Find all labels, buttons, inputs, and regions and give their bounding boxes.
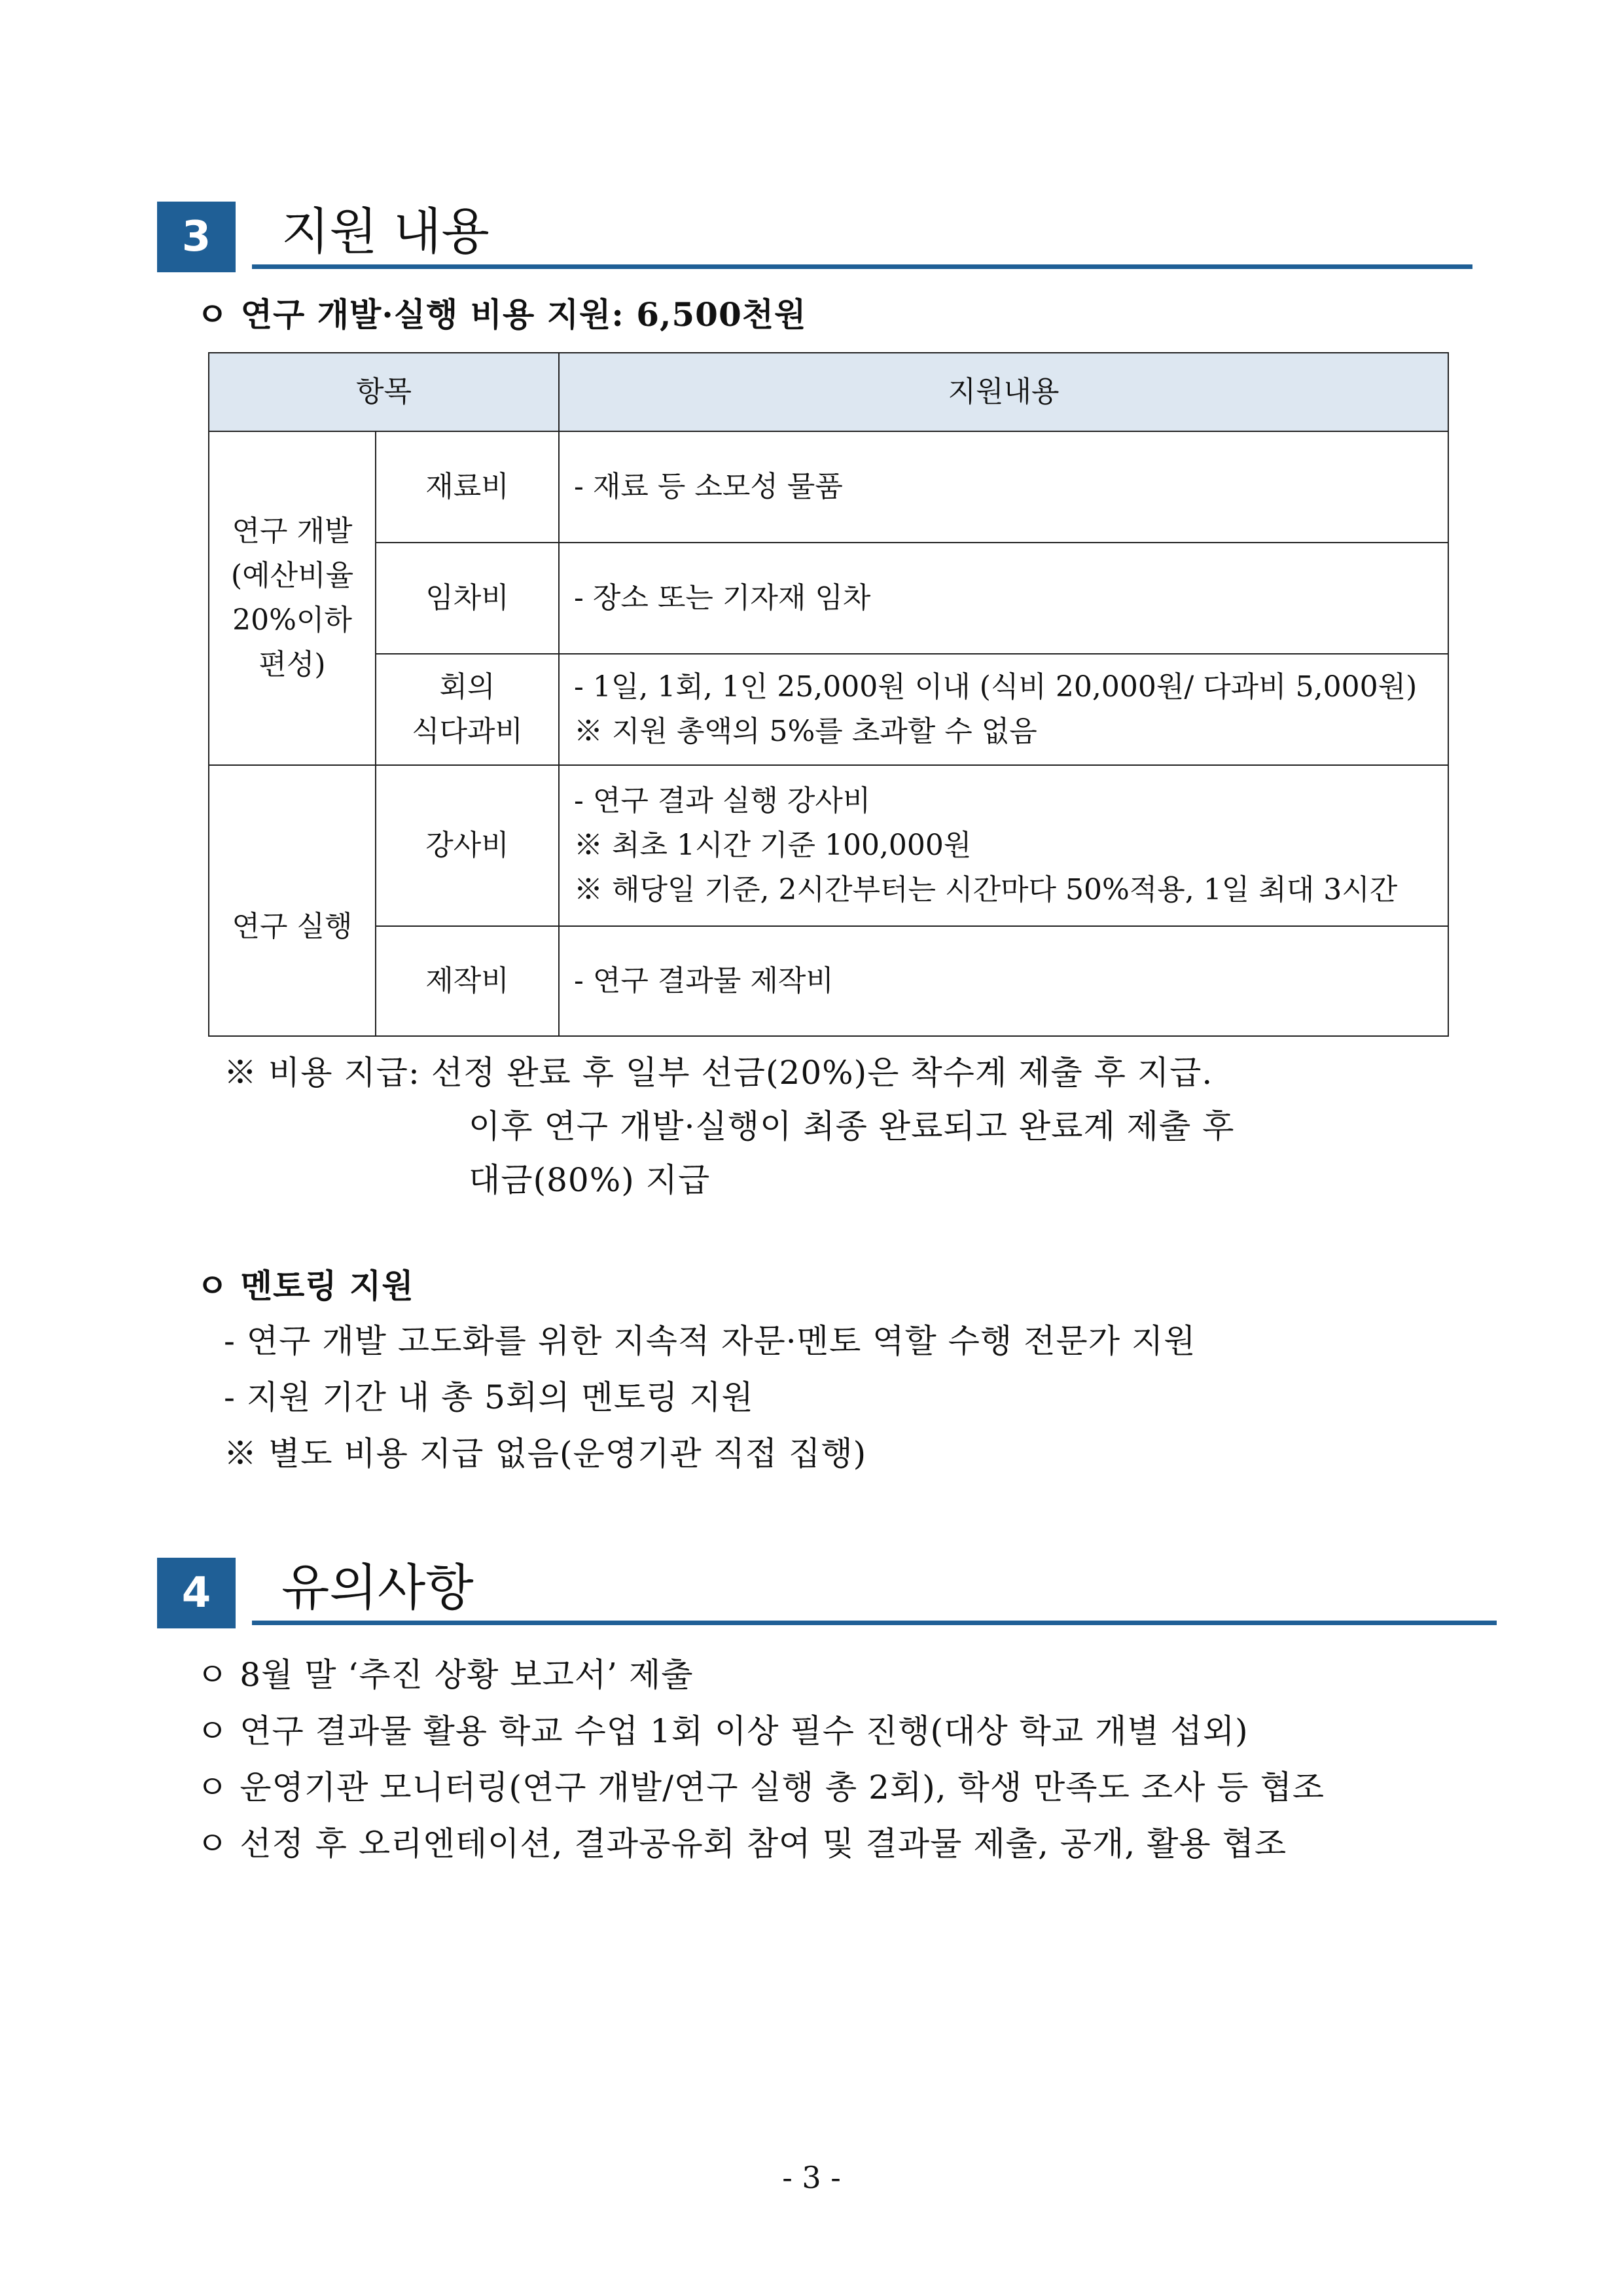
section-number: 3 <box>157 202 236 272</box>
section-underline <box>252 1621 1497 1625</box>
notice-item: ㅇ 운영기관 모니터링(연구 개발/연구 실행 총 2회), 학생 만족도 조사 등 협조 <box>196 1768 1325 1806</box>
group-label-line: (예산비율 <box>230 559 354 592</box>
notice-item: ㅇ 연구 결과물 활용 학교 수업 1회 이상 필수 진행(대상 학교 개별 섭외) <box>196 1712 1249 1750</box>
table-row-content <box>558 431 1449 543</box>
table-header-content <box>558 352 1449 432</box>
row-content-line: - 연구 결과 실행 강사비 <box>574 784 871 817</box>
table-row-content <box>558 653 1449 766</box>
row-name: 재료비 <box>425 470 509 503</box>
group-label <box>231 509 353 687</box>
row-content <box>574 665 1417 754</box>
group-label: 연구 실행 <box>232 910 353 943</box>
table-row-name <box>375 653 560 766</box>
section-number: 4 <box>157 1558 236 1628</box>
header-label: 항목 <box>355 375 412 408</box>
row-content-line: ※ 지원 총액의 5%를 초과할 수 없음 <box>574 715 1037 748</box>
row-name: 제작비 <box>425 964 509 997</box>
mentoring-line: ※ 별도 비용 지급 없음(운영기관 직접 집행) <box>224 1435 867 1473</box>
section-title: 유의사항 <box>281 1558 474 1617</box>
table-row-name <box>375 542 560 655</box>
row-content: - 연구 결과물 제작비 <box>574 964 834 997</box>
row-name: 강사비 <box>425 829 509 862</box>
mentoring-line: - 지원 기간 내 총 5회의 멘토링 지원 <box>224 1378 754 1416</box>
support-table <box>208 352 1449 1037</box>
row-content-line: ※ 해당일 기준, 2시간부터는 시간마다 50%적용, 1일 최대 3시간 <box>574 873 1398 906</box>
row-content: - 재료 등 소모성 물품 <box>574 470 843 503</box>
notice-item: ㅇ 8월 말 ‘추진 상황 보고서’ 제출 <box>196 1656 694 1694</box>
payment-note-line: 대금(80%) 지급 <box>469 1161 711 1199</box>
row-content-line: ※ 최초 1시간 기준 100,000원 <box>574 829 972 862</box>
group-research-execution <box>208 764 376 1037</box>
notice-item: ㅇ 선정 후 오리엔테이션, 결과공유회 참여 및 결과물 제출, 공개, 활용 협조 <box>196 1825 1287 1863</box>
group-research-development <box>208 431 376 766</box>
row-name: 임차비 <box>425 581 509 615</box>
row-content <box>574 779 1397 912</box>
payment-note-line: 이후 연구 개발·실행이 최종 완료되고 완료계 제출 후 <box>469 1107 1235 1145</box>
budget-line: ㅇ 연구 개발·실행 비용 지원: 6,500천원 <box>196 295 807 334</box>
table-row-content <box>558 542 1449 655</box>
mentoring-title: ㅇ 멘토링 지원 <box>196 1266 414 1305</box>
table-row-name <box>375 764 560 927</box>
table-row-name <box>375 431 560 543</box>
group-label-line: 20%이하 <box>232 603 352 637</box>
row-content: - 장소 또는 기자재 임차 <box>574 581 871 615</box>
mentoring-line: - 연구 개발 고도화를 위한 지속적 자문·멘토 역할 수행 전문가 지원 <box>224 1322 1196 1360</box>
header-label: 지원내용 <box>948 375 1060 408</box>
table-row-content <box>558 764 1449 927</box>
table-header-item <box>208 352 560 432</box>
row-name-line: 식다과비 <box>411 715 523 748</box>
page-number: - 3 - <box>782 2160 841 2195</box>
section-title: 지원 내용 <box>281 202 490 260</box>
row-content-line: - 1일, 1회, 1인 25,000원 이내 (식비 20,000원/ 다과비 5,000원) <box>574 670 1418 704</box>
table-row-name <box>375 925 560 1037</box>
row-name-line: 회의 <box>439 670 495 704</box>
section-underline <box>252 264 1472 269</box>
table-row-content <box>558 925 1449 1037</box>
row-name <box>412 665 523 754</box>
group-label-line: 편성) <box>259 648 326 681</box>
payment-note-line: ※ 비용 지급: 선정 완료 후 일부 선금(20%)은 착수계 제출 후 지급. <box>224 1054 1213 1092</box>
group-label-line: 연구 개발 <box>232 514 353 548</box>
